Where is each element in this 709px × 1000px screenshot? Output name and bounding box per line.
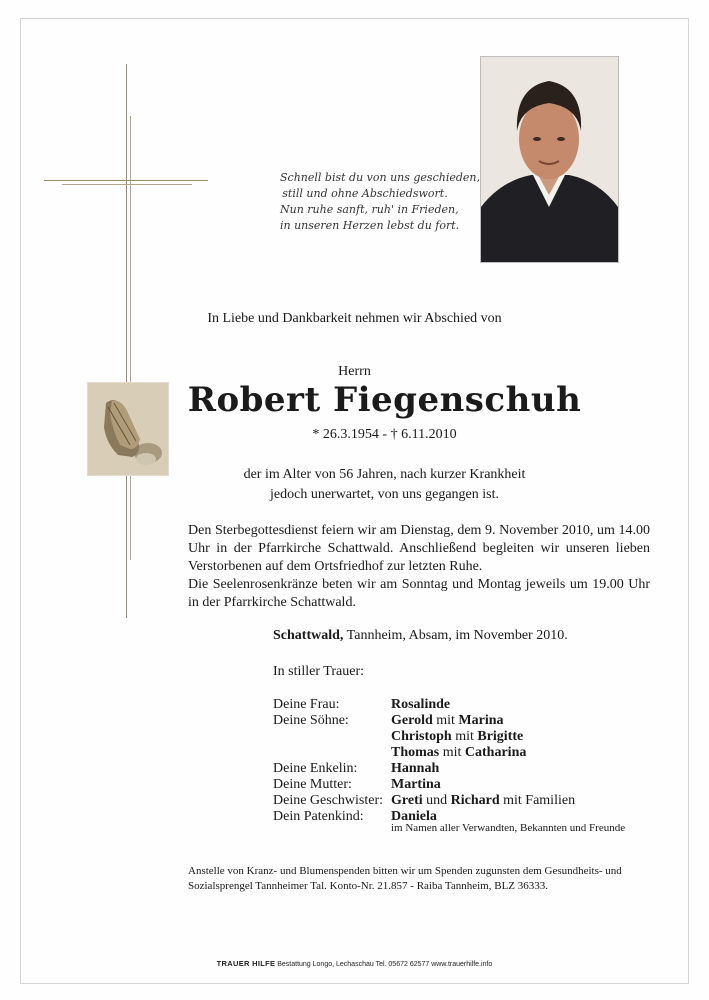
portrait-photo bbox=[480, 56, 619, 263]
mourner-names bbox=[391, 745, 526, 761]
verse-line: still und ohne Abschiedswort. bbox=[282, 187, 448, 200]
mourner-name: Martina bbox=[391, 777, 441, 792]
mourner-names bbox=[391, 697, 450, 713]
mourner-connector: und bbox=[422, 793, 451, 808]
service-info bbox=[188, 522, 650, 612]
age-line: der im Alter von 56 Jahren, nach kurzer Krankheit bbox=[243, 467, 526, 482]
donation-note: Anstelle von Kranz- und Blumenspenden bitten wir um Spenden zugunsten dem Gesundheits- und Sozialsprengel Tannheimer Tal. Konto-Nr. 21.857 - Raiba Tannheim, BLZ 36333. bbox=[188, 865, 622, 892]
mourner-row bbox=[273, 697, 575, 713]
mourner-row bbox=[273, 777, 575, 793]
mourner-row bbox=[273, 761, 575, 777]
mourner-connector: mit bbox=[432, 713, 459, 728]
mourner-name: Hannah bbox=[391, 761, 440, 776]
mourner-row bbox=[273, 793, 575, 809]
mourner-row bbox=[273, 713, 575, 729]
mourner-relation: Deine Geschwister: bbox=[273, 793, 384, 808]
mourner-connector: mit Familien bbox=[499, 793, 576, 808]
mourner-relation: Deine Frau: bbox=[273, 697, 340, 712]
mourner-names bbox=[391, 713, 504, 729]
salutation: Herrn bbox=[338, 364, 371, 379]
age-text bbox=[30, 465, 709, 505]
mourner-relation: Deine Enkelin: bbox=[273, 761, 358, 776]
mourner-name: Thomas bbox=[391, 745, 440, 760]
mourner-name: Gerold bbox=[391, 713, 433, 728]
mourner-row bbox=[273, 745, 575, 761]
mourner-row bbox=[273, 729, 575, 745]
mourner-relation bbox=[273, 745, 391, 761]
mourner-connector: mit bbox=[439, 745, 465, 760]
footer-brand: TRAUER HILFE bbox=[216, 959, 276, 968]
mourner-name: Greti bbox=[391, 793, 423, 808]
mourner-names bbox=[391, 777, 441, 793]
mourner-name: Christoph bbox=[391, 729, 452, 744]
place-rest: Tannheim, Absam, im November 2010. bbox=[343, 628, 568, 643]
mourner-name: Brigitte bbox=[477, 729, 524, 744]
mourner-relation: Deine Söhne: bbox=[273, 713, 349, 728]
mourner-connector: mit bbox=[451, 729, 478, 744]
mourner-name: Marina bbox=[458, 713, 504, 728]
mourning-heading: In stiller Trauer: bbox=[273, 664, 364, 679]
relatives-note: im Namen aller Verwandten, Bekannten und Freunde bbox=[391, 822, 626, 834]
footer-text: Bestattung Longo, Lechaschau Tel. 05672 62577 www.trauerhilfe.info bbox=[275, 961, 493, 968]
mourner-relation: Dein Patenkind: bbox=[273, 809, 364, 824]
mourner-names bbox=[391, 729, 523, 745]
intro-text: In Liebe und Dankbarkeit nehmen wir Abschied von bbox=[207, 311, 502, 326]
mourner-name: Catharina bbox=[464, 745, 527, 760]
mourner-name: Daniela bbox=[391, 809, 437, 824]
mourner-relation bbox=[273, 729, 391, 745]
mourner-name: Rosalinde bbox=[391, 697, 451, 712]
deceased-name: Robert Fiegenschuh bbox=[187, 380, 582, 420]
age-line: jedoch unerwartet, von uns gegangen ist. bbox=[270, 487, 499, 502]
mourner-name: Richard bbox=[450, 793, 500, 808]
verse-line: in unseren Herzen lebst du fort. bbox=[280, 219, 460, 232]
mourners-list bbox=[273, 697, 575, 825]
verse-line: Schnell bist du von uns geschieden, bbox=[280, 171, 480, 184]
place-bold: Schattwald, bbox=[273, 628, 344, 643]
verse-line: Nun ruhe sanft, ruh' in Frieden, bbox=[280, 203, 459, 216]
footer bbox=[0, 959, 709, 968]
life-dates: * 26.3.1954 - † 6.11.2010 bbox=[312, 427, 457, 442]
mourner-names bbox=[391, 793, 575, 809]
mourner-relation: Deine Mutter: bbox=[273, 777, 352, 792]
service-paragraph: Den Sterbegottesdienst feiern wir am Dienstag, dem 9. November 2010, um 14.00 Uhr in der Pfarrkirche Schattwald. Anschließend begleiten wir unseren lieben Verstorbenen auf dem Ortsfriedhof zur letzten Ruhe. bbox=[188, 523, 650, 574]
rosary-paragraph: Die Seelenrosenkränze beten wir am Sonntag und Montag jeweils um 19.00 Uhr in der Pfarrkirche Schattwald. bbox=[188, 577, 650, 610]
mourner-names bbox=[391, 761, 439, 777]
place-date bbox=[273, 628, 568, 644]
verse bbox=[280, 170, 480, 234]
